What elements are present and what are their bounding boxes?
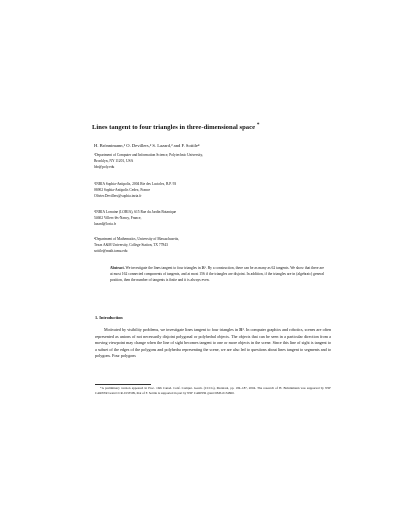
affiliation-line: Brooklyn, NY 11201, USA (94, 159, 134, 163)
affiliation-line: lazard@loria.fr (94, 222, 116, 226)
author-list: H. Brönnimann,¹ O. Devillers,² S. Lazard,³ and F. Sottile⁴ (94, 143, 200, 148)
affiliation-4 (94, 236, 179, 254)
section-heading: 1. Introduction (95, 315, 123, 320)
affiliation-1 (94, 152, 203, 170)
affiliation-line: ³INRIA Lorraine (LORIA), 615 Rue du Jardin Botanique (94, 210, 177, 214)
paper-title (92, 122, 259, 131)
affiliation-line: hbr@poly.edu (94, 165, 115, 169)
footnote: *A preliminary version appeared in Proc. 16th Canad. Conf. Comput. Geom. (CCCG), Montreal, pp. 184–187, 2004. The research of H. Brönnimann was supported by NSF CAREER Grant CCR-0133599, that of F. Sottile is supported in part by NSF CAREER grant DMS-0134860. (95, 386, 331, 395)
abstract (110, 265, 324, 283)
affiliation-line: ¹Department of Computer and Information Science, Polytechnic University, (94, 153, 203, 157)
title-text: Lines tangent to four triangles in three-dimensional space (92, 124, 256, 132)
title-footnote-mark: * (256, 122, 260, 128)
affiliation-line: Texas A&M University, College Station, TX 77843 (94, 243, 168, 247)
affiliation-3 (94, 209, 176, 227)
affiliation-line: 54602 Villers-lès-Nancy, France, (94, 216, 142, 220)
affiliation-line: ⁴Department of Mathematics, University of Massachusetts, (94, 237, 179, 241)
affiliation-line: ²INRIA Sophia-Antipolis, 2004 Rte des Lucioles, B.P. 93 (94, 182, 177, 186)
affiliation-2 (94, 181, 176, 199)
intro-paragraph: Motivated by visibility problems, we investigate lines tangent to four triangles in ℝ³. In computer graphics and robotics, scenes are often represented as unions of not necessarily disjoint polygonal or polyhedral objects. The objects that can be seen in a particular direction from a moving viewpoint may change when the line of sight becomes tangent to one or more objects in the scene. Since this line of sight is tangent to a subset of the edges of the polygons and polyhedra representing the scene, we are also led to questions about lines tangent to segments and to polygons. Four polygons (95, 327, 331, 358)
abstract-label: Abstract. (110, 266, 125, 270)
affiliation-line: 06902 Sophia-Antipolis Cedex, France (94, 188, 151, 192)
abstract-text: We investigate the lines tangent to four triangles in ℝ³. By a construction, there can be as many as 62 tangents. We show that there are at most 162 connected components of tangents, and at most 156 if the triangles are disjoint. In addition, if the triangles are in (algebraic) general position, then the number of tangents is finite and it is always even. (110, 266, 324, 283)
affiliation-line: Olivier.Devillers@sophia.inria.fr (94, 194, 142, 198)
affiliation-line: sottile@math.tamu.edu (94, 249, 128, 253)
footnote-divider (95, 384, 151, 385)
